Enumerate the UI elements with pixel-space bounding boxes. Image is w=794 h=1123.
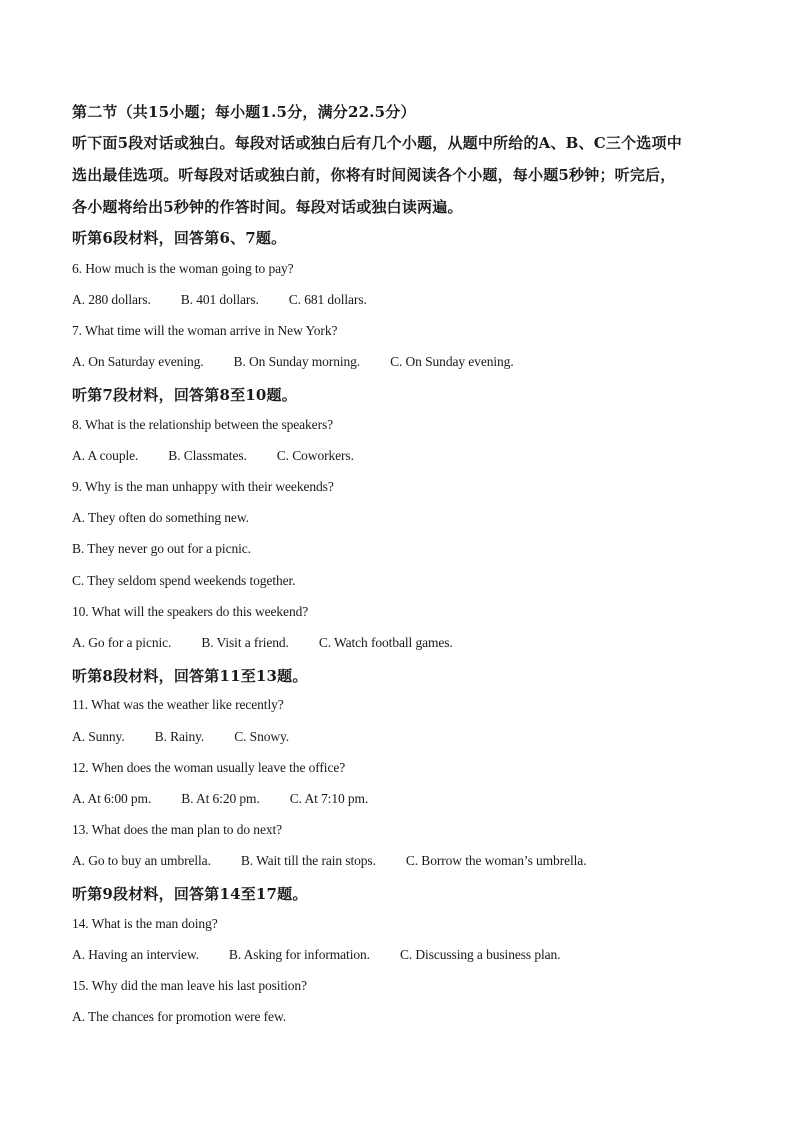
question-8: 8. What is the relationship between the speakers? [72,417,334,432]
options-12 [72,791,368,807]
option-13a: A. Go to buy an umbrella. [72,853,211,868]
question-15: 15. Why did the man leave his last position? [72,978,307,993]
question-14: 14. What is the man doing? [72,916,218,931]
options-10 [72,635,453,651]
option-8c: C. Coworkers. [276,448,354,463]
instruction-line-1: 听下面5段对话或独白。每段对话或独白后有几个小题，从题中所给的A、B、C三个选项中 [72,134,682,152]
option-6a: A. 280 dollars. [72,292,151,307]
option-8b: B. Classmates. [168,448,247,463]
option-10a: A. Go for a picnic. [72,635,172,650]
option-6c: C. 681 dollars. [288,292,367,307]
question-11: 11. What was the weather like recently? [72,697,284,712]
options-8 [72,448,354,464]
option-7b: B. On Sunday morning. [233,354,361,369]
option-12c: C. At 7:10 pm. [289,791,369,806]
option-7a: A. On Saturday evening. [72,354,204,369]
group-heading-8: 听第8段材料，回答第11至13题。 [72,667,308,685]
instruction-line-3: 各小题将给出5秒钟的作答时间。每段对话或独白读两遍。 [72,198,463,216]
question-9: 9. Why is the man unhappy with their weekends? [72,479,334,494]
options-6 [72,292,367,308]
option-11a: A. Sunny. [72,729,125,744]
option-15a: A. The chances for promotion were few. [72,1009,286,1024]
option-11b: B. Rainy. [154,729,205,744]
options-7 [72,354,514,370]
option-14c: C. Discussing a business plan. [399,947,561,962]
option-11c: C. Snowy. [234,729,290,744]
section-title-text: 第二节（共15小题；每小题1.5分，满分22.5分） [72,103,416,121]
options-11 [72,729,289,745]
section-title [72,101,416,122]
options-14 [72,947,560,963]
question-6: 6. How much is the woman going to pay? [72,261,294,276]
question-13: 13. What does the man plan to do next? [72,822,283,837]
option-9a: A. They often do something new. [72,510,249,525]
option-13b: B. Wait till the rain stops. [240,853,376,868]
option-8a: A. A couple. [72,448,139,463]
option-6b: B. 401 dollars. [180,292,259,307]
option-10c: C. Watch football games. [318,635,453,650]
option-12b: B. At 6:20 pm. [181,791,260,806]
group-heading-9: 听第9段材料，回答第14至17题。 [72,885,308,903]
question-12: 12. When does the woman usually leave the office? [72,760,346,775]
group-heading-7: 听第7段材料，回答第8至10题。 [72,386,297,404]
option-14a: A. Having an interview. [72,947,199,962]
option-12a: A. At 6:00 pm. [72,791,152,806]
instruction-line-2: 选出最佳选项。听每段对话或独白前，你将有时间阅读各个小题，每小题5秒钟；听完后， [72,166,676,184]
option-10b: B. Visit a friend. [201,635,289,650]
options-13 [72,853,586,869]
question-7: 7. What time will the woman arrive in New York? [72,323,338,338]
option-7c: C. On Sunday evening. [390,354,514,369]
option-13c: C. Borrow the woman’s umbrella. [405,853,587,868]
option-9b: B. They never go out for a picnic. [72,541,251,556]
question-10: 10. What will the speakers do this weekend? [72,604,309,619]
group-heading-6: 听第6段材料，回答第6、7题。 [72,229,287,247]
option-9c: C. They seldom spend weekends together. [72,573,296,588]
option-14b: B. Asking for information. [228,947,370,962]
